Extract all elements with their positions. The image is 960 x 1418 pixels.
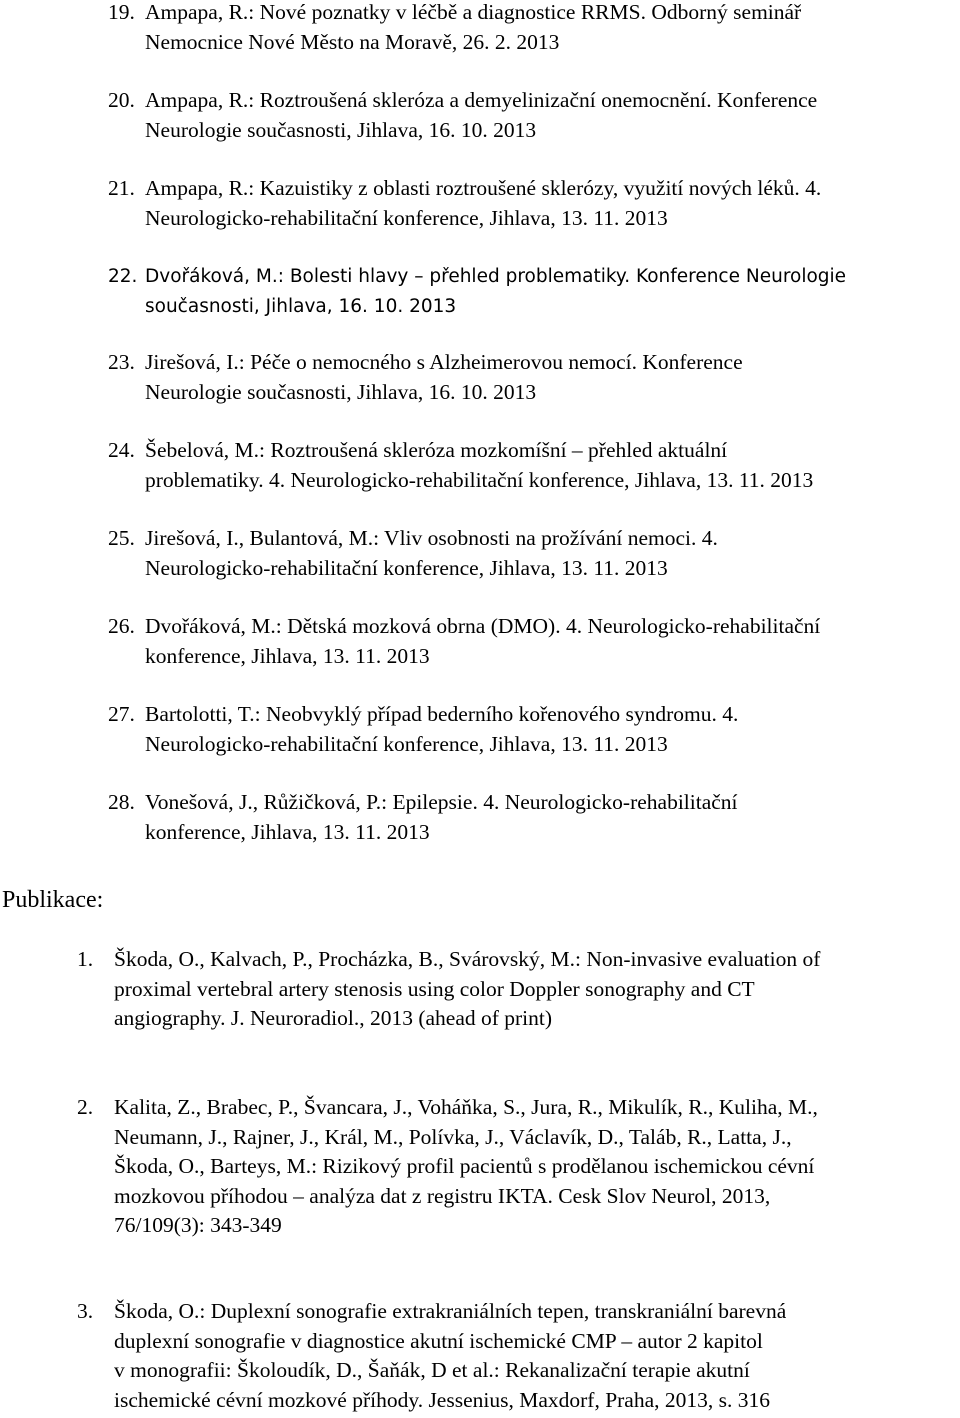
item-number: 23. bbox=[108, 350, 135, 374]
item-text bbox=[145, 348, 743, 407]
item-line: konference, Jihlava, 13. 11. 2013 bbox=[145, 643, 430, 668]
item-text bbox=[114, 1297, 786, 1415]
item-line: Ampapa, R.: Nové poznatky v léčbě a diagnostice RRMS. Odborný seminář bbox=[145, 0, 802, 24]
item-number: 1. bbox=[77, 947, 94, 971]
item-line: duplexní sonografie v diagnostice akutní ischemické CMP – autor 2 kapitol bbox=[114, 1328, 763, 1353]
item-line: Jirešová, I.: Péče o nemocného s Alzheimerovou nemocí. Konference bbox=[145, 350, 743, 374]
item-number: 28. bbox=[108, 790, 135, 814]
item-number: 24. bbox=[108, 438, 135, 462]
section-heading: Publikace: bbox=[2, 887, 104, 913]
item-text bbox=[145, 788, 738, 847]
item-line: Neumann, J., Rajner, J., Král, M., Polívka, J., Václavík, D., Taláb, R., Latta, J., bbox=[114, 1124, 792, 1149]
item-line: konference, Jihlava, 13. 11. 2013 bbox=[145, 819, 430, 844]
item-text bbox=[145, 86, 817, 145]
item-line: Neurologicko-rehabilitační konference, Jihlava, 13. 11. 2013 bbox=[145, 205, 668, 230]
item-line: Neurologicko-rehabilitační konference, Jihlava, 13. 11. 2013 bbox=[145, 731, 668, 756]
item-line: Neurologicko-rehabilitační konference, Jihlava, 13. 11. 2013 bbox=[145, 555, 668, 580]
item-line: mozkovou příhodou – analýza dat z registru IKTA. Cesk Slov Neurol, 2013, bbox=[114, 1183, 771, 1208]
item-line: Bartolotti, T.: Neobvyklý případ bederního kořenového syndromu. 4. bbox=[145, 702, 739, 726]
item-line: Jirešová, I., Bulantová, M.: Vliv osobnosti na prožívání nemoci. 4. bbox=[145, 526, 718, 550]
item-text bbox=[114, 1093, 818, 1241]
item-line: problematiky. 4. Neurologicko-rehabilitační konference, Jihlava, 13. 11. 2013 bbox=[145, 467, 814, 492]
item-number: 27. bbox=[108, 702, 135, 726]
item-text bbox=[114, 945, 820, 1034]
item-line: Škoda, O., Kalvach, P., Procházka, B., Svárovský, M.: Non-invasive evaluation of bbox=[114, 947, 821, 971]
item-number: 22. bbox=[108, 266, 138, 287]
item-line: ischemické cévní mozkové příhody. Jessenius, Maxdorf, Praha, 2013, s. 316 bbox=[114, 1387, 771, 1412]
item-number: 21. bbox=[108, 176, 135, 200]
item-line: Nemocnice Nové Město na Moravě, 26. 2. 2013 bbox=[145, 29, 560, 54]
item-number: 20. bbox=[108, 88, 135, 112]
item-number: 2. bbox=[77, 1095, 94, 1119]
item-text bbox=[145, 436, 813, 495]
item-text bbox=[145, 174, 821, 233]
item-line: 76/109(3): 343-349 bbox=[114, 1213, 282, 1237]
item-text bbox=[145, 0, 801, 57]
item-line: Šebelová, M.: Roztroušená skleróza mozkomíšní – přehled aktuální bbox=[145, 438, 728, 462]
item-number: 25. bbox=[108, 526, 135, 550]
item-line: Ampapa, R.: Roztroušená skleróza a demyelinizační onemocnění. Konference bbox=[145, 88, 818, 112]
item-line: Dvořáková, M.: Dětská mozková obrna (DMO). 4. Neurologicko-rehabilitační bbox=[145, 614, 821, 638]
item-line: proximal vertebral artery stenosis using color Doppler sonography and CT bbox=[114, 976, 755, 1001]
item-line: v monografii: Školoudík, D., Šaňák, D et al.: Rekanalizační terapie akutní bbox=[114, 1358, 750, 1382]
item-line: Škoda, O.: Duplexní sonografie extrakraniálních tepen, transkraniální barevná bbox=[114, 1299, 787, 1323]
item-line: Vonešová, J., Růžičková, P.: Epilepsie. 4. Neurologicko-rehabilitační bbox=[145, 790, 738, 814]
item-line: angiography. J. Neuroradiol., 2013 (ahead of print) bbox=[114, 1006, 553, 1030]
item-number: 3. bbox=[77, 1299, 94, 1323]
item-number: 19. bbox=[108, 0, 135, 24]
item-line: Kalita, Z., Brabec, P., Švancara, J., Voháňka, S., Jura, R., Mikulík, R., Kuliha, M., bbox=[114, 1095, 818, 1119]
item-line: Neurologie současnosti, Jihlava, 16. 10. 2013 bbox=[145, 379, 537, 404]
item-line: Ampapa, R.: Kazuistiky z oblasti roztroušené sklerózy, využití nových léků. 4. bbox=[145, 176, 822, 200]
item-text bbox=[145, 612, 820, 671]
item-text bbox=[145, 524, 718, 583]
item-text bbox=[145, 262, 846, 321]
item-number: 26. bbox=[108, 614, 135, 638]
item-line: Neurologie současnosti, Jihlava, 16. 10. 2013 bbox=[145, 117, 537, 142]
item-line: Škoda, O., Barteys, M.: Rizikový profil pacientů s prodělanou ischemickou cévní bbox=[114, 1154, 815, 1178]
item-line: Dvořáková, M.: Bolesti hlavy – přehled problematiky. Konference Neurologie bbox=[145, 266, 847, 287]
item-line: současnosti, Jihlava, 16. 10. 2013 bbox=[145, 295, 457, 317]
item-text bbox=[145, 700, 738, 759]
